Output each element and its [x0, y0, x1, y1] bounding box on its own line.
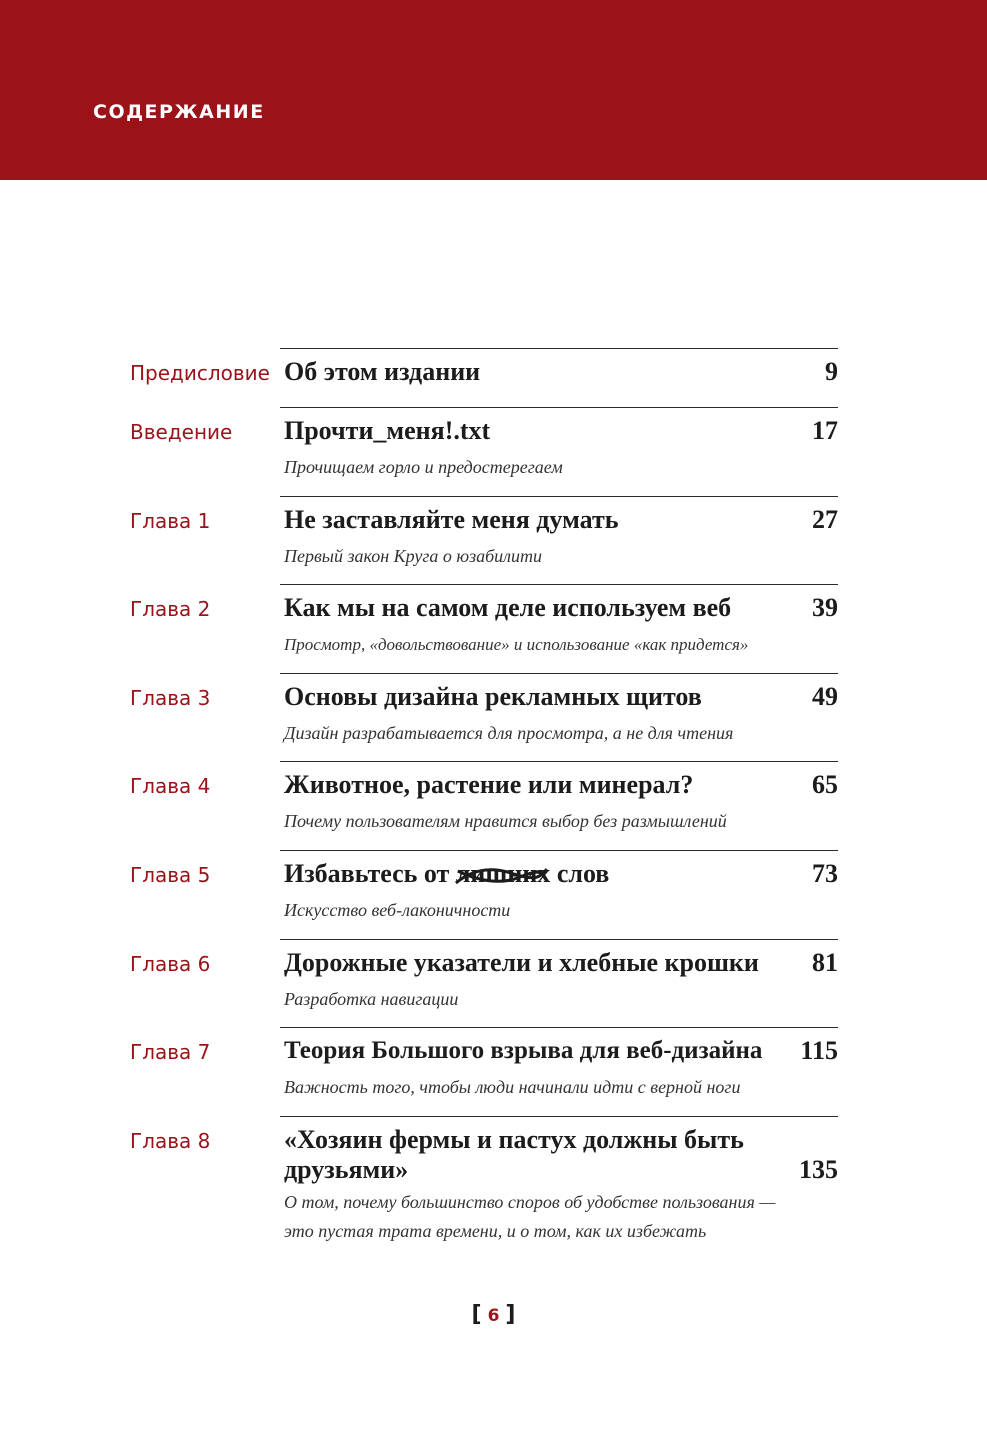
toc-entry-chapter-4[interactable]	[130, 761, 838, 850]
toc-entry-subtitle: Почему пользователям нравится выбор без размышлений	[284, 811, 727, 831]
toc-entry-page: 65	[812, 770, 838, 799]
toc-entry-subtitle: Важность того, чтобы люди начинали идти с верной ноги	[284, 1077, 741, 1097]
toc-entry-title: Животное, растение или минерал?	[284, 770, 694, 799]
toc-entry-page: 39	[812, 593, 838, 622]
toc-entry-subtitle: Прочищаем горло и предостерегаем	[284, 457, 563, 477]
toc-entry-subtitle: Просмотр, «довольствование» и использование «как придется»	[284, 635, 749, 654]
toc-entry-chapter-6[interactable]	[130, 939, 838, 1027]
toc-entry-subtitle-line-1: О том, почему большинство споров об удобстве пользования —	[284, 1192, 776, 1212]
page-title: СОДЕРЖАНИЕ	[93, 101, 265, 123]
toc-entry-label: Глава 3	[130, 686, 211, 710]
toc-entry-subtitle-line-2: это пустая трата времени, и о том, как их избежать	[284, 1221, 707, 1241]
toc-entry-label: Глава 6	[130, 952, 211, 976]
toc-entry-label: Предисловие	[130, 361, 270, 385]
header-band	[0, 0, 987, 180]
table-of-contents	[0, 348, 987, 1256]
toc-entry-label: Введение	[130, 420, 233, 444]
toc-entry-chapter-1[interactable]	[130, 496, 838, 584]
title-text-before: Избавьтесь от	[284, 859, 456, 888]
toc-entry-chapter-5[interactable]	[130, 850, 838, 939]
toc-entry-title: Прочти_меня!.txt	[284, 416, 491, 445]
toc-entry-title-line-1: «Хозяин фермы и пастух должны быть	[284, 1125, 744, 1154]
toc-entry-chapter-2[interactable]	[130, 584, 838, 673]
toc-entry-title: Основы дизайна рекламных щитов	[284, 682, 702, 711]
strikethrough-scribble-icon	[454, 863, 548, 889]
toc-entry-page: 81	[812, 948, 838, 977]
toc-entry-title: Как мы на самом деле используем веб	[284, 593, 732, 622]
toc-entry-page: 27	[812, 505, 838, 534]
toc-entry-page: 115	[800, 1036, 838, 1065]
toc-entry-subtitle: Разработка навигации	[284, 989, 459, 1009]
page-number	[0, 1302, 987, 1327]
toc-entry-title: Не заставляйте меня думать	[284, 505, 619, 534]
toc-entry-label: Глава 5	[130, 863, 211, 887]
toc-entry-subtitle: Искусство веб-лаконичности	[284, 900, 511, 920]
page-number-close-bracket: ]	[505, 1302, 516, 1327]
toc-entry-label: Глава 4	[130, 774, 211, 798]
toc-entry-page: 135	[799, 1155, 838, 1184]
toc-entry-preface[interactable]	[130, 348, 838, 407]
toc-entry-chapter-7[interactable]	[130, 1027, 838, 1116]
title-text-after: слов	[550, 859, 610, 888]
page-number-value: 6	[487, 1306, 500, 1326]
toc-entry-title: Теория Большого взрыва для веб-дизайна	[284, 1037, 763, 1064]
struck-word	[456, 859, 550, 889]
toc-entry-chapter-3[interactable]	[130, 673, 838, 761]
toc-entry-label: Глава 1	[130, 509, 211, 533]
page-number-open-bracket: [	[471, 1302, 482, 1327]
toc-entry-page: 49	[812, 682, 838, 711]
toc-entry-subtitle: Первый закон Круга о юзабилити	[284, 546, 543, 566]
toc-entry-page: 9	[825, 357, 838, 386]
toc-entry-page: 73	[812, 859, 838, 888]
toc-entry-label: Глава 7	[130, 1040, 211, 1064]
struck-word-text: лишних	[455, 859, 551, 888]
toc-entry-page: 17	[812, 416, 838, 445]
toc-entry-chapter-8[interactable]	[130, 1116, 838, 1256]
toc-entry-title: Об этом издании	[284, 357, 481, 386]
toc-entry-title: Дорожные указатели и хлебные крошки	[284, 948, 759, 977]
toc-entry-title-line-2: друзьями»	[284, 1155, 409, 1184]
toc-entry-introduction[interactable]	[130, 407, 838, 496]
toc-entry-subtitle: Дизайн разрабатывается для просмотра, а не для чтения	[284, 723, 734, 743]
toc-entry-label: Глава 8	[130, 1129, 211, 1153]
toc-entry-title	[284, 859, 609, 889]
toc-entry-label: Глава 2	[130, 597, 211, 621]
